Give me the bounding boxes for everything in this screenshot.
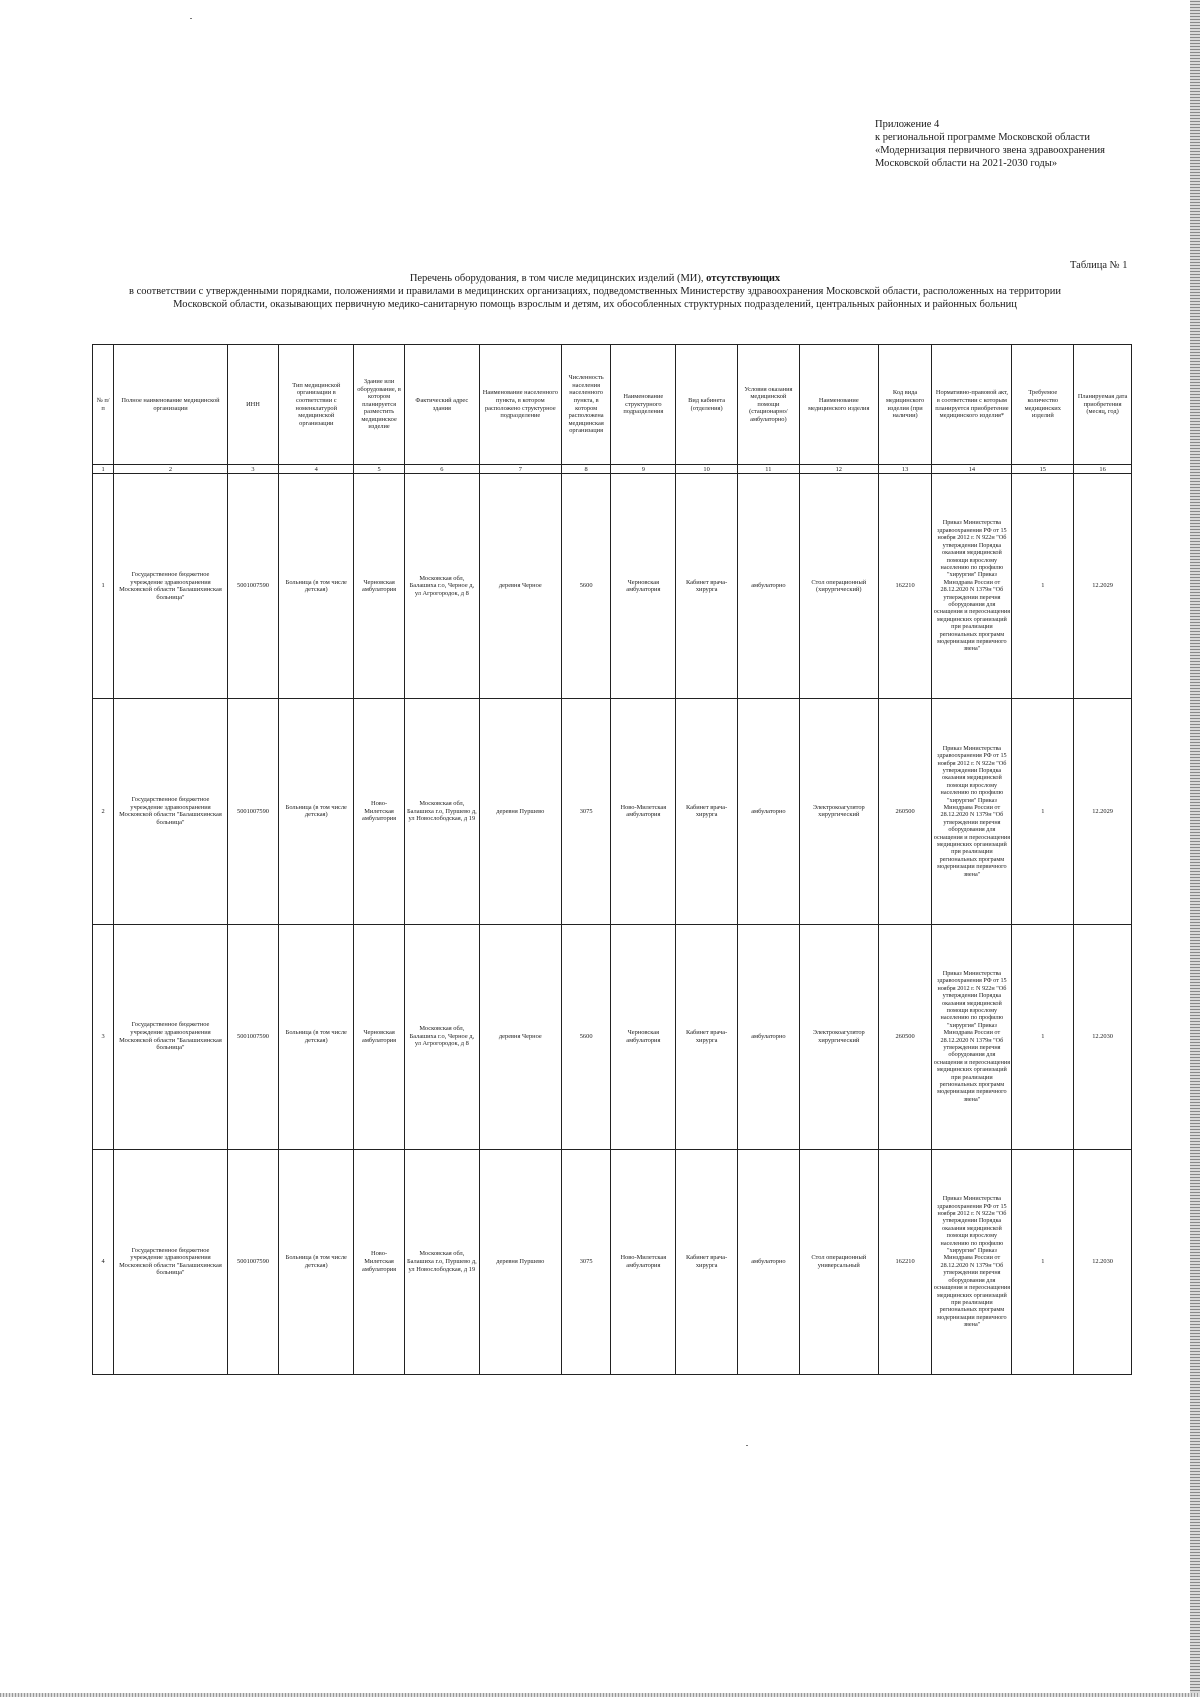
cell-purchase-date: 12.2030: [1074, 924, 1132, 1149]
heading-line-3: Московской области, оказывающих первичную медико-санитарную помощь взрослым и детям, их обособленных структурных подразделений, центральных районных и районных больниц: [173, 299, 1017, 310]
scan-speck: [190, 18, 192, 19]
cell-address: Московская обл, Балашиха г.о, Пуршево д, ул Новослободская, д 19: [404, 699, 479, 924]
cell-device-code: 162210: [878, 1149, 932, 1374]
header-row: [93, 345, 1132, 465]
column-number: 14: [932, 465, 1012, 474]
scan-speck: [746, 1445, 748, 1446]
column-header: № п/п: [93, 345, 114, 465]
table-row: [93, 924, 1132, 1149]
heading-line-1: [110, 272, 1080, 285]
column-number: 4: [279, 465, 354, 474]
cell-quantity: 1: [1012, 474, 1074, 699]
cell-regulation: Приказ Министерства здравоохранения РФ от 15 ноября 2012 г. N 922н "Об утверждении Порядка оказания медицинской помощи взрослому населению по профилю "хирургия" Приказ Минздрава России от 28.12.2020 N 1379н "Об утверждении перечня оборудования для оснащения и переоснащения медицинских организаций при реализации региональных программ модернизации первичного звена": [932, 699, 1012, 924]
cell-care-conditions: амбулаторно: [738, 699, 800, 924]
heading-line-1-text: Перечень оборудования, в том числе медицинских изделий (МИ),: [409, 273, 704, 284]
cell-inn: 5001007590: [227, 924, 279, 1149]
cell-device-code: 260500: [878, 699, 932, 924]
cell-inn: 5001007590: [227, 1149, 279, 1374]
column-number: 7: [479, 465, 561, 474]
cell-address: Московская обл, Балашиха г.о, Пуршево д, ул Новослободская, д 19: [404, 1149, 479, 1374]
column-header: Тип медицинской организации в соответствии с номенклатурой медицинской организации: [279, 345, 354, 465]
cell-care-conditions: амбулаторно: [738, 924, 800, 1149]
cell-room-type: Кабинет врача-хирурга: [676, 924, 738, 1149]
cell-regulation: Приказ Министерства здравоохранения РФ от 15 ноября 2012 г. N 922н "Об утверждении Порядка оказания медицинской помощи взрослому населению по профилю "хирургия" Приказ Минздрава России от 28.12.2020 N 1379н "Об утверждении перечня оборудования для оснащения и переоснащения медицинских организаций при реализации региональных программ модернизации первичного звена": [932, 474, 1012, 699]
appendix-line: «Модернизация первичного звена здравоохранения: [875, 145, 1105, 156]
equipment-table: [92, 344, 1132, 1375]
column-number: 10: [676, 465, 738, 474]
cell-locality: деревня Пуршево: [479, 699, 561, 924]
cell-org-type: Больница (в том числе детская): [279, 1149, 354, 1374]
cell-org-name: Государственное бюджетное учреждение здравоохранения Московской области "Балашихинская больница": [114, 1149, 227, 1374]
cell-locality: деревня Черное: [479, 474, 561, 699]
cell-address: Московская обл, Балашиха г.о, Черное д, ул Агрогородок, д 8: [404, 474, 479, 699]
cell-quantity: 1: [1012, 1149, 1074, 1374]
cell-inn: 5001007590: [227, 474, 279, 699]
heading-line-2: в соответствии с утвержденными порядками, положениями и правилами в медицинских организациях, подведомственных Министерству здравоохранения Московской области, расположенных на территории: [129, 286, 1061, 297]
cell-room-type: Кабинет врача-хирурга: [676, 474, 738, 699]
cell-building: Черновская амбулатория: [354, 924, 405, 1149]
column-number: 5: [354, 465, 405, 474]
cell-population: 3075: [561, 1149, 611, 1374]
column-number: 12: [799, 465, 878, 474]
column-header: Нормативно-правовой акт, в соответствии с которым планируется приобретение медицинского изделия*: [932, 345, 1012, 465]
column-number: 3: [227, 465, 279, 474]
cell-regulation: Приказ Министерства здравоохранения РФ от 15 ноября 2012 г. N 922н "Об утверждении Порядка оказания медицинской помощи взрослому населению по профилю "хирургия" Приказ Минздрава России от 28.12.2020 N 1379н "Об утверждении перечня оборудования для оснащения и переоснащения медицинских организаций при реализации региональных программ модернизации первичного звена": [932, 1149, 1012, 1374]
cell-purchase-date: 12.2030: [1074, 1149, 1132, 1374]
cell-row-number: 2: [93, 699, 114, 924]
table-row: [93, 699, 1132, 924]
cell-device-code: 162210: [878, 474, 932, 699]
column-number: 13: [878, 465, 932, 474]
appendix-line: Приложение 4: [875, 119, 940, 130]
cell-room-type: Кабинет врача-хирурга: [676, 1149, 738, 1374]
column-header: Наименование структурного подразделения: [611, 345, 676, 465]
column-header: Вид кабинета (отделения): [676, 345, 738, 465]
cell-structural-unit: Черновская амбулатория: [611, 924, 676, 1149]
cell-locality: деревня Пуршево: [479, 1149, 561, 1374]
column-header: Код вида медицинского изделия (при наличии): [878, 345, 932, 465]
table-row: [93, 474, 1132, 699]
cell-building: Черновская амбулатория: [354, 474, 405, 699]
cell-device-name: Стол операционный (хирургический): [799, 474, 878, 699]
cell-structural-unit: Черновская амбулатория: [611, 474, 676, 699]
column-header: Наименование населенного пункта, в котором расположено структурное подразделение: [479, 345, 561, 465]
cell-care-conditions: амбулаторно: [738, 474, 800, 699]
cell-org-name: Государственное бюджетное учреждение здравоохранения Московской области "Балашихинская больница": [114, 699, 227, 924]
cell-building: Ново-Милетская амбулатория: [354, 699, 405, 924]
column-number: 6: [404, 465, 479, 474]
column-number: 15: [1012, 465, 1074, 474]
column-number-row: [93, 465, 1132, 474]
table-number: Таблица № 1: [1070, 260, 1128, 271]
cell-quantity: 1: [1012, 699, 1074, 924]
column-header: Планируемая дата приобретения (месяц, год): [1074, 345, 1132, 465]
cell-org-type: Больница (в том числе детская): [279, 699, 354, 924]
column-header: Фактический адрес здания: [404, 345, 479, 465]
cell-population: 5600: [561, 924, 611, 1149]
column-number: 9: [611, 465, 676, 474]
column-number: 1: [93, 465, 114, 474]
cell-org-name: Государственное бюджетное учреждение здравоохранения Московской области "Балашихинская больница": [114, 924, 227, 1149]
cell-structural-unit: Ново-Милетская амбулатория: [611, 1149, 676, 1374]
table-row: [93, 1149, 1132, 1374]
column-header: Полное наименование медицинской организации: [114, 345, 227, 465]
cell-care-conditions: амбулаторно: [738, 1149, 800, 1374]
cell-building: Ново-Милетская амбулатория: [354, 1149, 405, 1374]
cell-device-name: Электрокоагулятор хирургический: [799, 924, 878, 1149]
cell-locality: деревня Черное: [479, 924, 561, 1149]
cell-row-number: 4: [93, 1149, 114, 1374]
column-number: 8: [561, 465, 611, 474]
cell-org-type: Больница (в том числе детская): [279, 474, 354, 699]
cell-population: 3075: [561, 699, 611, 924]
cell-device-name: Стол операционный универсальный: [799, 1149, 878, 1374]
scan-bottom-artifact: [0, 1693, 1200, 1697]
column-header: Условия оказания медицинской помощи (стационарно/амбулаторно): [738, 345, 800, 465]
table-heading: [110, 272, 1080, 311]
appendix-note: [875, 118, 1175, 170]
cell-structural-unit: Ново-Милетская амбулатория: [611, 699, 676, 924]
column-header: Наименование медицинского изделия: [799, 345, 878, 465]
scan-edge-artifact: [1190, 0, 1200, 1697]
appendix-line: к региональной программе Московской области: [875, 132, 1091, 143]
column-header: Численность населения населенного пункта, в котором расположена медицинская организация: [561, 345, 611, 465]
cell-purchase-date: 12.2029: [1074, 474, 1132, 699]
cell-population: 5600: [561, 474, 611, 699]
cell-inn: 5001007590: [227, 699, 279, 924]
cell-org-type: Больница (в том числе детская): [279, 924, 354, 1149]
cell-row-number: 1: [93, 474, 114, 699]
cell-device-code: 260500: [878, 924, 932, 1149]
cell-device-name: Электрокоагулятор хирургический: [799, 699, 878, 924]
column-number: 16: [1074, 465, 1132, 474]
heading-line-1-bold: отсутствующих: [706, 273, 781, 284]
cell-row-number: 3: [93, 924, 114, 1149]
cell-purchase-date: 12.2029: [1074, 699, 1132, 924]
cell-org-name: Государственное бюджетное учреждение здравоохранения Московской области "Балашихинская больница": [114, 474, 227, 699]
cell-quantity: 1: [1012, 924, 1074, 1149]
column-header: Здание или оборудование, в котором планируется разместить медицинское изделие: [354, 345, 405, 465]
table-body: [93, 474, 1132, 1375]
cell-room-type: Кабинет врача-хирурга: [676, 699, 738, 924]
column-header: ИНН: [227, 345, 279, 465]
cell-regulation: Приказ Министерства здравоохранения РФ от 15 ноября 2012 г. N 922н "Об утверждении Порядка оказания медицинской помощи взрослому населению по профилю "хирургия" Приказ Минздрава России от 28.12.2020 N 1379н "Об утверждении перечня оборудования для оснащения и переоснащения медицинских организаций при реализации региональных программ модернизации первичного звена": [932, 924, 1012, 1149]
cell-address: Московская обл, Балашиха г.о, Черное д, ул Агрогородок, д 8: [404, 924, 479, 1149]
column-header: Требуемое количество медицинских изделий: [1012, 345, 1074, 465]
column-number: 11: [738, 465, 800, 474]
column-number: 2: [114, 465, 227, 474]
appendix-line: Московской области на 2021-2030 годы»: [875, 158, 1058, 169]
